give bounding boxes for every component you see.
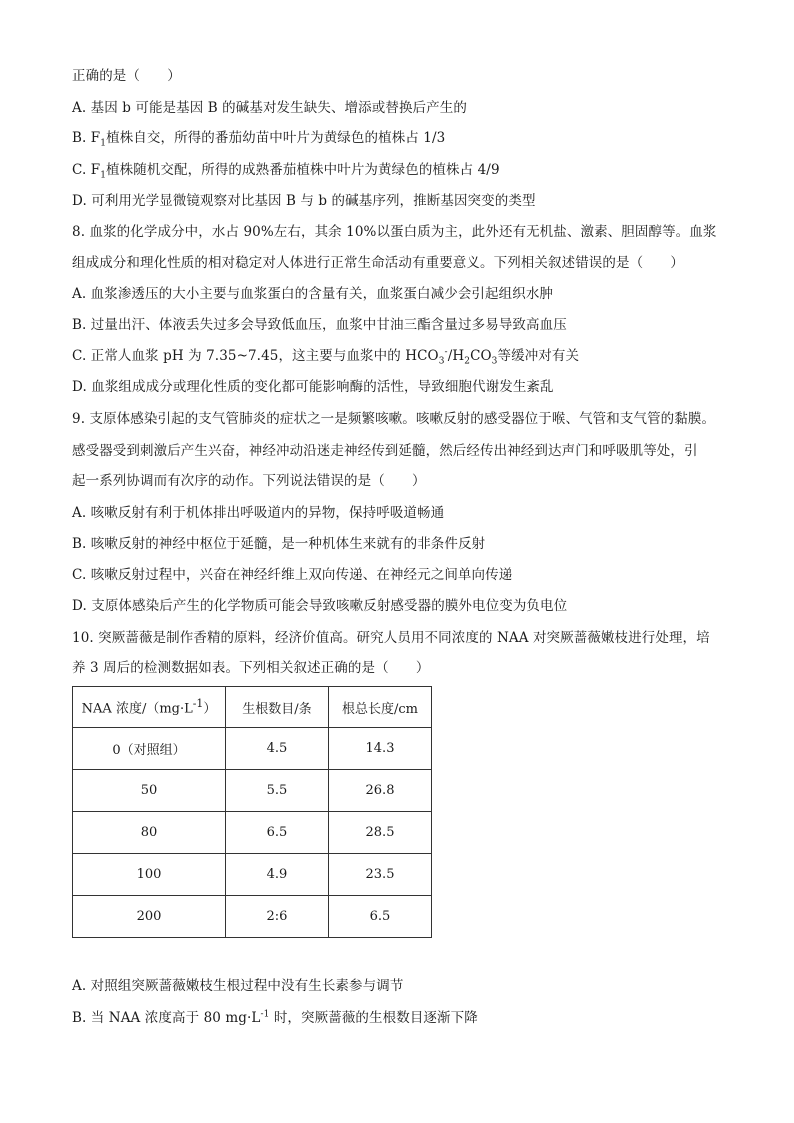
- cell-root-count: 6.5: [226, 812, 329, 854]
- q8-option-a: A. 血浆渗透压的大小主要与血浆蛋白的含量有关，血浆蛋白减少会引起组织水肿: [72, 286, 554, 302]
- q9-option-a: A. 咳嗽反射有利于机体排出呼吸道内的异物，保持呼吸道畅通: [72, 505, 445, 521]
- table-row: [73, 770, 432, 812]
- q9-stem-line-2: 感受器受到刺激后产生兴奋，神经冲动沿迷走神经传到延髓，然后经传出神经到达声门和呼吸肌等处，引: [72, 443, 698, 459]
- cell-root-count: 2:6: [226, 896, 329, 938]
- q8-option-c: C. 正常人血浆 pH 为 7.35~7.45，这主要与血浆中的 $HCO_3^-/H_2CO_3$等缓冲对有关: [72, 347, 580, 367]
- cell-root-length: 28.5: [329, 812, 432, 854]
- q10-stem-line-2: 养 3 周后的检测数据如表。下列相关叙述正确的是（ ）: [72, 660, 430, 676]
- q9-option-c: C. 咳嗽反射过程中，兴奋在神经纤维上双向传递、在神经元之间单向传递: [72, 567, 513, 583]
- cell-concentration: 0（对照组）: [73, 728, 226, 770]
- cell-root-length: 23.5: [329, 854, 432, 896]
- q10-option-a: A. 对照组突厥蔷薇嫩枝生根过程中没有生长素参与调节: [72, 978, 404, 994]
- q7-option-d: D. 可利用光学显微镜观察对比基因 B 与 b 的碱基序列，推断基因突变的类型: [72, 193, 536, 209]
- q10-stem-line-1: 10. 突厥蔷薇是制作香精的原料，经济价值高。研究人员用不同浓度的 NAA 对突厥蔷薇嫩枝进行处理，培: [72, 630, 710, 646]
- cell-root-length: 6.5: [329, 896, 432, 938]
- cell-concentration: 100: [73, 854, 226, 896]
- cell-root-count: 4.9: [226, 854, 329, 896]
- header-root-count: 生根数目/条: [226, 687, 329, 728]
- cell-concentration: 80: [73, 812, 226, 854]
- q8-option-b: B. 过量出汗、体液丢失过多会导致低血压，血浆中甘油三酯含量过多易导致高血压: [72, 317, 567, 333]
- q9-option-b: B. 咳嗽反射的神经中枢位于延髓，是一种机体生来就有的非条件反射: [72, 536, 486, 552]
- header-root-length: 根总长度/cm: [329, 687, 432, 728]
- table-row: [73, 896, 432, 938]
- q8-stem-line-1: 8. 血浆的化学成分中，水占 90%左右，其余 10%以蛋白质为主，此外还有无机盐、激素、胆固醇等。血浆: [72, 224, 717, 240]
- q8-stem-line-2: 组成成分和理化性质的相对稳定对人体进行正常生命活动有重要意义。下列相关叙述错误的是（ ）: [72, 255, 684, 271]
- q7-stem-end: 正确的是（ ）: [72, 68, 181, 84]
- q7-option-c: C. $F_1$植株随机交配，所得的成熟番茄植株中叶片为黄绿色的植株占 4/9: [72, 162, 500, 181]
- cell-root-length: 14.3: [329, 728, 432, 770]
- cell-concentration: 50: [73, 770, 226, 812]
- table-row: [73, 812, 432, 854]
- cell-root-count: 5.5: [226, 770, 329, 812]
- q7-option-a: A. 基因 b 可能是基因 B 的碱基对发生缺失、增添或替换后产生的: [72, 100, 467, 116]
- naa-data-table: [72, 686, 432, 938]
- q7-option-b: B. $F_1$植株自交，所得的番茄幼苗中叶片为黄绿色的植株占 1/3: [72, 130, 446, 149]
- cell-root-length: 26.8: [329, 770, 432, 812]
- header-naa-concentration: NAA 浓度$/(mg\cdot L^{-1})$: [73, 687, 226, 728]
- q9-option-d: D. 支原体感染后产生的化学物质可能会导致咳嗽反射感受器的膜外电位变为负电位: [72, 598, 568, 614]
- q8-option-d: D. 血浆组成成分或理化性质的变化都可能影响酶的活性，导致细胞代谢发生紊乱: [72, 379, 554, 395]
- table-row: [73, 728, 432, 770]
- table-row: [73, 854, 432, 896]
- table-header-row: [73, 687, 432, 728]
- q9-stem-line-1: 9. 支原体感染引起的支气管肺炎的症状之一是频繁咳嗽。咳嗽反射的感受器位于喉、气管和支气管的黏膜。: [72, 411, 716, 427]
- q10-option-b: B. 当 NAA 浓度高于 80 $mg\cdot L^{-1}$ 时，突厥蔷薇的生根数目逐渐下降: [72, 1009, 478, 1026]
- cell-concentration: 200: [73, 896, 226, 938]
- cell-root-count: 4.5: [226, 728, 329, 770]
- q9-stem-line-3: 起一系列协调而有次序的动作。下列说法错误的是（ ）: [72, 473, 426, 489]
